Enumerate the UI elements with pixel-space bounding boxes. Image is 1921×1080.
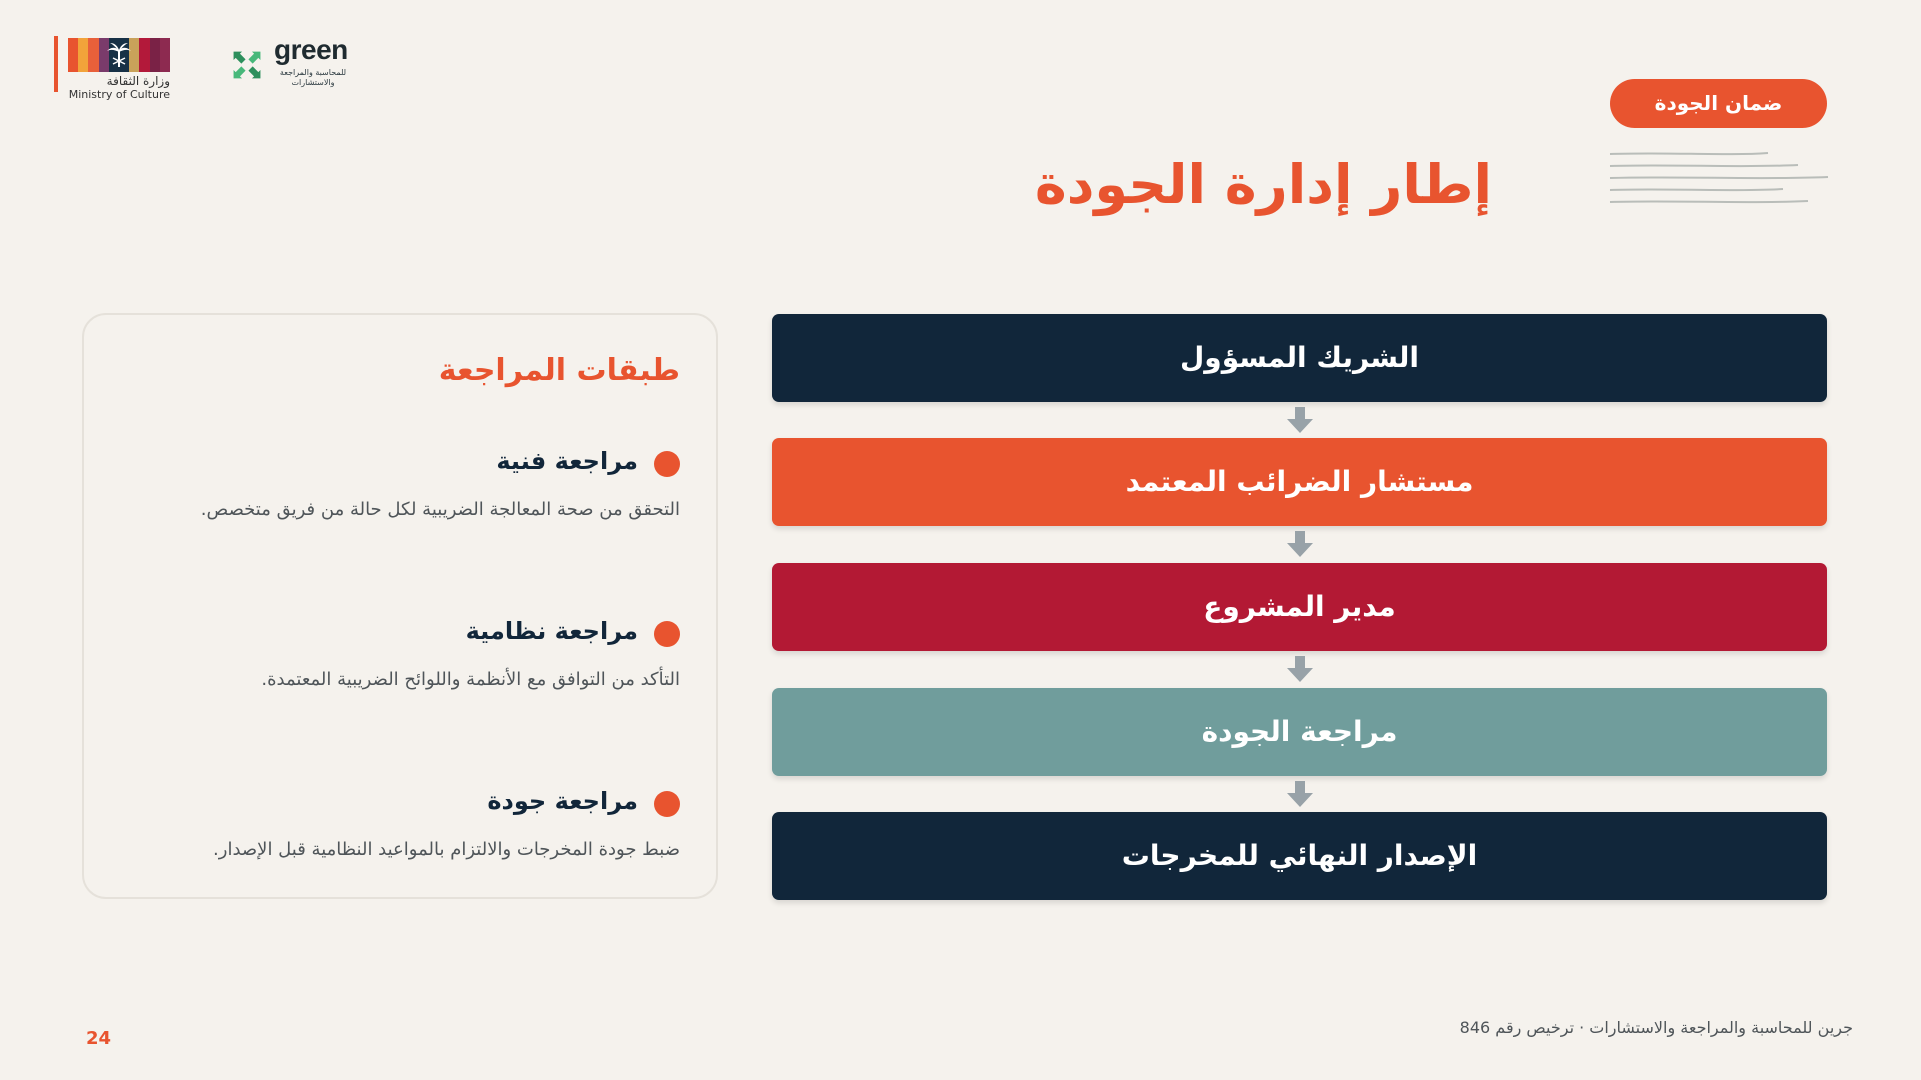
arrow-down-icon [1286,780,1314,808]
review-item-description: ضبط جودة المخرجات والالتزام بالمواعيد النظامية قبل الإصدار. [213,839,680,860]
ministry-of-culture-logo [54,36,174,102]
logo-stripe [88,38,98,72]
flow-step-responsible-partner: الشريك المسؤول [772,314,1827,402]
flow-step-quality-review: مراجعة الجودة [772,688,1827,776]
bullet-dot-icon [654,451,680,477]
flow-step-project-manager: مدير المشروع [772,563,1827,651]
review-item-heading: مراجعة فنية [496,447,638,475]
decorative-lines [1608,150,1830,214]
review-item-heading: مراجعة جودة [487,787,638,815]
arrow-down-icon [1286,406,1314,434]
flow-step-final-release: الإصدار النهائي للمخرجات [772,812,1827,900]
logo-stripe [150,38,160,72]
footer-company-license: جرين للمحاسبة والمراجعة والاستشارات · ترخيص رقم 846 [1459,1018,1853,1037]
review-item-description: التأكد من التوافق مع الأنظمة واللوائح الضريبية المعتمدة. [261,669,680,690]
ministry-name-english: Ministry of Culture [68,88,170,101]
arrow-down-icon [1286,530,1314,558]
quality-assurance-badge: ضمان الجودة [1610,79,1827,128]
logo-stripe [139,38,149,72]
logo-stripe [78,38,88,72]
review-item-description: التحقق من صحة المعالجة الضريبية لكل حالة من فريق متخصص. [200,499,680,520]
green-wordmark: green [274,34,348,65]
palm-icon [104,40,134,70]
bullet-dot-icon [654,621,680,647]
green-subtitle: للمحاسبة والمراجعة والاستشارات [279,68,347,87]
green-logo [224,34,354,98]
ministry-name-arabic: وزارة الثقافة [106,74,170,88]
review-item-heading: مراجعة نظامية [465,617,638,645]
review-layers-title: طبقات المراجعة [438,353,680,388]
arrow-down-icon [1286,655,1314,683]
review-layers-card [82,313,718,899]
page-number: 24 [86,1028,112,1049]
green-mark-icon [224,42,270,88]
logo-stripe [68,38,78,72]
logo-stripe [160,38,170,72]
bullet-dot-icon [654,791,680,817]
page-title: إطار إدارة الجودة [1034,153,1492,216]
logo-accent-bar [54,36,58,92]
flow-step-certified-tax-consultant: مستشار الضرائب المعتمد [772,438,1827,526]
